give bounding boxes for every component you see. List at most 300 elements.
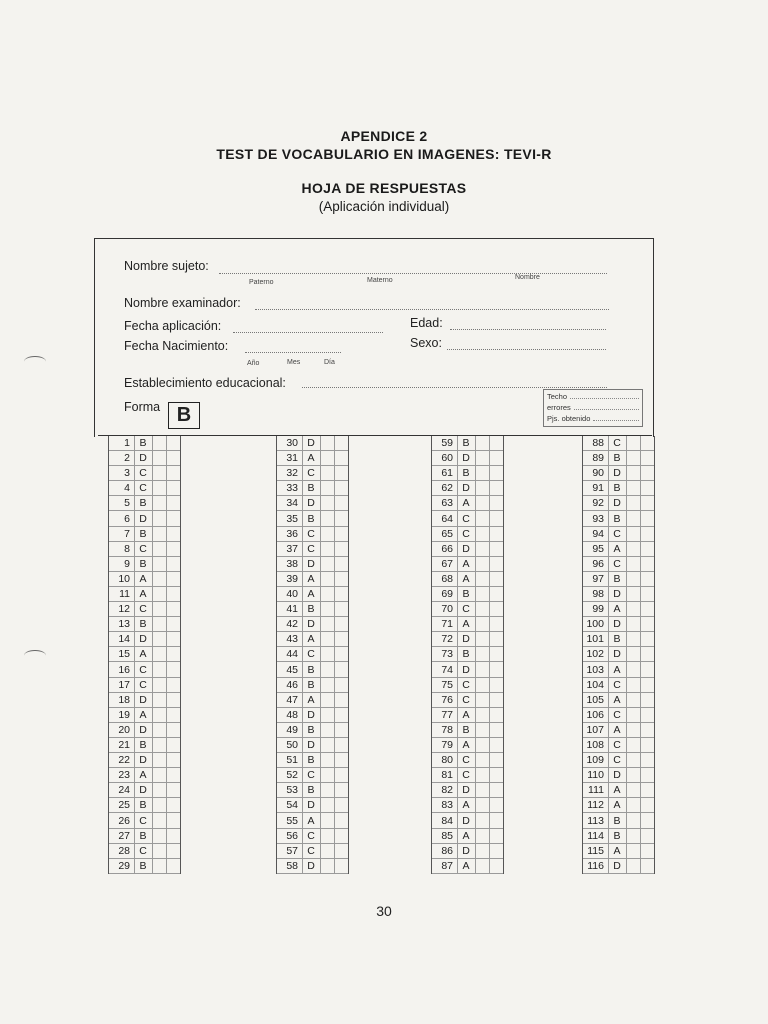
answer-row [582, 466, 654, 481]
subject-name-field[interactable] [219, 273, 607, 274]
item-number: 44 [286, 648, 298, 661]
item-number: 104 [586, 678, 604, 691]
correct-answer: A [613, 663, 621, 676]
correct-answer: D [307, 497, 315, 510]
correct-answer: A [307, 452, 315, 465]
techo-field[interactable] [570, 391, 639, 399]
answer-row [276, 844, 348, 859]
item-number: 21 [118, 739, 130, 751]
correct-answer: D [307, 739, 315, 751]
answer-row [431, 798, 503, 813]
item-number: 87 [441, 859, 453, 872]
answer-row [582, 829, 654, 844]
item-number: 32 [286, 467, 298, 480]
grid-rule [503, 436, 504, 874]
answer-row [582, 527, 654, 542]
correct-answer: C [462, 678, 470, 691]
answer-row [108, 587, 180, 602]
item-number: 47 [286, 693, 298, 706]
correct-answer: D [462, 452, 470, 465]
materno-caption: Materno [367, 277, 393, 284]
answer-row [276, 436, 348, 451]
grid-rule [276, 436, 277, 874]
answer-row [276, 587, 348, 602]
item-number: 42 [286, 618, 298, 631]
ano-caption: Año [247, 360, 260, 367]
item-number: 50 [286, 739, 298, 751]
answer-row [582, 617, 654, 632]
item-number: 35 [286, 512, 298, 525]
correct-answer: D [139, 633, 147, 646]
answer-row [431, 617, 503, 632]
answer-row [108, 572, 180, 587]
correct-answer: D [462, 814, 470, 827]
item-number: 108 [586, 739, 604, 751]
item-number: 26 [118, 814, 130, 827]
item-number: 81 [441, 769, 453, 782]
correct-answer: D [307, 799, 315, 812]
answer-row [108, 844, 180, 859]
answer-row [431, 632, 503, 647]
birth-date-field[interactable] [245, 352, 341, 353]
errores-field[interactable] [574, 402, 639, 410]
item-number: 97 [592, 572, 604, 585]
item-number: 95 [592, 542, 604, 555]
school-field[interactable] [302, 387, 607, 388]
item-number: 106 [586, 708, 604, 721]
item-number: 60 [441, 452, 453, 465]
item-number: 49 [286, 723, 298, 736]
correct-answer: A [613, 799, 621, 812]
correct-answer: A [462, 618, 470, 631]
item-number: 12 [118, 603, 130, 616]
correct-answer: B [139, 527, 147, 540]
answer-row [276, 617, 348, 632]
item-number: 77 [441, 708, 453, 721]
item-number: 83 [441, 799, 453, 812]
answer-row [108, 527, 180, 542]
item-number: 99 [592, 603, 604, 616]
grid-rule [320, 436, 321, 874]
correct-answer: B [613, 633, 621, 646]
answer-row [582, 587, 654, 602]
forma-value-box: B [168, 402, 200, 429]
correct-answer: C [462, 512, 470, 525]
item-number: 2 [124, 452, 130, 465]
correct-answer: A [462, 572, 470, 585]
answer-row [431, 678, 503, 693]
item-number: 92 [592, 497, 604, 510]
grid-rule [134, 436, 135, 874]
item-number: 43 [286, 633, 298, 646]
item-number: 105 [586, 693, 604, 706]
answer-row [276, 829, 348, 844]
answer-row [108, 647, 180, 662]
answer-row [582, 723, 654, 738]
correct-answer: A [613, 693, 621, 706]
item-number: 74 [441, 663, 453, 676]
correct-answer: B [139, 739, 147, 751]
test-title: TEST DE VOCABULARIO EN IMAGENES: TEVI-R [216, 146, 552, 162]
examiner-name-field[interactable] [255, 309, 609, 310]
item-number: 33 [286, 482, 298, 495]
examiner-name-label: Nombre examinador: [124, 296, 241, 310]
correct-answer: B [139, 557, 147, 570]
correct-answer: C [307, 527, 315, 540]
item-number: 90 [592, 467, 604, 480]
item-number: 72 [441, 633, 453, 646]
item-number: 69 [441, 588, 453, 600]
answer-row [582, 798, 654, 813]
answer-row [276, 632, 348, 647]
correct-answer: B [613, 829, 621, 842]
answer-row [431, 572, 503, 587]
answer-row [582, 557, 654, 572]
item-number: 79 [441, 739, 453, 751]
correct-answer: C [139, 663, 147, 676]
correct-answer: A [613, 603, 621, 616]
paterno-caption: Paterno [249, 279, 274, 286]
correct-answer: D [139, 754, 147, 767]
score-summary-box [543, 389, 643, 427]
correct-answer: A [139, 572, 147, 585]
answer-row [431, 693, 503, 708]
answer-row [108, 708, 180, 723]
age-label: Edad: [410, 316, 443, 330]
answer-row [108, 768, 180, 783]
correct-answer: B [307, 663, 315, 676]
answer-row [431, 512, 503, 527]
answer-column [108, 436, 180, 874]
answer-row [431, 814, 503, 829]
correct-answer: D [613, 467, 621, 480]
techo-label: Techo [547, 392, 568, 401]
item-number: 78 [441, 723, 453, 736]
page-number: 30 [376, 903, 392, 919]
answer-row [431, 829, 503, 844]
item-number: 89 [592, 452, 604, 465]
correct-answer: A [462, 557, 470, 570]
answer-row [431, 768, 503, 783]
correct-answer: B [307, 603, 315, 616]
item-number: 71 [441, 618, 453, 631]
answer-column [582, 436, 654, 874]
correct-answer: A [462, 708, 470, 721]
correct-answer: B [307, 784, 315, 797]
correct-answer: B [613, 814, 621, 827]
correct-answer: B [613, 512, 621, 525]
item-number: 52 [286, 769, 298, 782]
item-number: 98 [592, 588, 604, 600]
correct-answer: C [613, 708, 621, 721]
answer-row [582, 663, 654, 678]
correct-answer: C [139, 814, 147, 827]
correct-answer: B [613, 572, 621, 585]
answer-row [582, 496, 654, 511]
answer-row [431, 783, 503, 798]
item-number: 101 [586, 633, 604, 646]
correct-answer: A [139, 588, 147, 600]
item-number: 66 [441, 542, 453, 555]
correct-answer: C [462, 769, 470, 782]
correct-answer: B [462, 648, 470, 661]
correct-answer: C [462, 603, 470, 616]
item-number: 3 [124, 467, 130, 480]
answer-row [276, 466, 348, 481]
correct-answer: B [307, 723, 315, 736]
answer-row [276, 753, 348, 768]
answer-row [276, 663, 348, 678]
answer-row [276, 814, 348, 829]
answer-row [276, 708, 348, 723]
item-number: 41 [286, 603, 298, 616]
correct-answer: A [462, 739, 470, 751]
item-number: 80 [441, 754, 453, 767]
answer-row [276, 647, 348, 662]
correct-answer: D [613, 769, 621, 782]
item-number: 7 [124, 527, 130, 540]
item-number: 91 [592, 482, 604, 495]
grid-rule [626, 436, 627, 874]
correct-answer: A [139, 769, 147, 782]
item-number: 46 [286, 678, 298, 691]
answer-row [582, 693, 654, 708]
item-number: 36 [286, 527, 298, 540]
answer-row [582, 632, 654, 647]
answer-row [582, 753, 654, 768]
correct-answer: A [307, 814, 315, 827]
item-number: 61 [441, 467, 453, 480]
correct-answer: C [462, 527, 470, 540]
puntaje-label: Pjs. obtenido [547, 414, 591, 423]
correct-answer: B [139, 437, 147, 449]
binder-hole-mark [24, 650, 46, 661]
answer-row [431, 466, 503, 481]
item-number: 38 [286, 557, 298, 570]
item-number: 103 [586, 663, 604, 676]
correct-answer: A [139, 708, 147, 721]
item-number: 17 [118, 678, 130, 691]
correct-answer: B [139, 829, 147, 842]
item-number: 55 [286, 814, 298, 827]
answer-row [108, 451, 180, 466]
grid-rule [608, 436, 609, 874]
correct-answer: A [139, 648, 147, 661]
correct-answer: B [462, 588, 470, 600]
answer-row [431, 647, 503, 662]
application-date-field[interactable] [233, 332, 383, 333]
age-field[interactable] [450, 329, 606, 330]
item-number: 86 [441, 844, 453, 857]
item-number: 58 [286, 859, 298, 872]
item-number: 1 [124, 437, 130, 449]
item-number: 84 [441, 814, 453, 827]
item-number: 37 [286, 542, 298, 555]
item-number: 82 [441, 784, 453, 797]
correct-answer: A [307, 588, 315, 600]
item-number: 64 [441, 512, 453, 525]
correct-answer: B [462, 723, 470, 736]
grid-rule [348, 436, 349, 874]
grid-rule [640, 436, 641, 874]
item-number: 115 [587, 844, 604, 857]
application-date-label: Fecha aplicación: [124, 319, 222, 333]
item-number: 110 [587, 769, 604, 782]
school-label: Establecimiento educacional: [124, 376, 286, 390]
correct-answer: C [307, 648, 315, 661]
nombre-caption: Nombre [515, 274, 540, 281]
grid-rule [582, 436, 583, 874]
correct-answer: B [139, 618, 147, 631]
puntaje-field[interactable] [593, 413, 639, 421]
item-number: 14 [118, 633, 130, 646]
item-number: 67 [441, 557, 453, 570]
correct-answer: C [462, 754, 470, 767]
correct-answer: B [139, 497, 147, 510]
correct-answer: B [613, 482, 621, 495]
answer-row [276, 512, 348, 527]
item-number: 20 [118, 723, 130, 736]
correct-answer: C [139, 603, 147, 616]
answer-row [276, 738, 348, 753]
answer-row [582, 572, 654, 587]
item-number: 45 [286, 663, 298, 676]
correct-answer: B [307, 482, 315, 495]
answer-row [582, 859, 654, 874]
answer-row [431, 557, 503, 572]
item-number: 112 [587, 799, 604, 812]
item-number: 59 [441, 437, 453, 449]
answer-row [108, 783, 180, 798]
answer-row [108, 859, 180, 874]
correct-answer: B [613, 452, 621, 465]
item-number: 9 [124, 557, 130, 570]
answer-row [431, 496, 503, 511]
correct-answer: A [462, 859, 470, 872]
answer-row [108, 663, 180, 678]
correct-answer: D [139, 452, 147, 465]
item-number: 85 [441, 829, 453, 842]
correct-answer: C [307, 769, 315, 782]
item-number: 27 [118, 829, 130, 842]
item-number: 54 [286, 799, 298, 812]
answer-row [582, 678, 654, 693]
correct-answer: D [613, 497, 621, 510]
answer-row [108, 481, 180, 496]
answer-row [108, 723, 180, 738]
item-number: 15 [118, 648, 130, 661]
correct-answer: D [613, 859, 621, 872]
correct-answer: D [139, 723, 147, 736]
answer-row [108, 632, 180, 647]
item-number: 5 [124, 497, 130, 510]
correct-answer: C [139, 678, 147, 691]
answer-row [276, 798, 348, 813]
item-number: 13 [118, 618, 130, 631]
item-number: 88 [592, 437, 604, 449]
answer-column [276, 436, 348, 874]
answer-row [582, 738, 654, 753]
item-number: 39 [286, 572, 298, 585]
sex-field[interactable] [447, 349, 606, 350]
correct-answer: C [613, 678, 621, 691]
answer-row [431, 602, 503, 617]
answer-row [431, 723, 503, 738]
item-number: 30 [286, 437, 298, 449]
answer-row [276, 678, 348, 693]
grid-rule [334, 436, 335, 874]
item-number: 16 [118, 663, 130, 676]
correct-answer: D [462, 482, 470, 495]
answer-row [108, 693, 180, 708]
answer-row [582, 647, 654, 662]
answer-row [582, 602, 654, 617]
answer-row [431, 542, 503, 557]
answer-row [582, 451, 654, 466]
correct-answer: D [613, 648, 621, 661]
appendix-title: APENDICE 2 [340, 128, 428, 144]
item-number: 93 [592, 512, 604, 525]
correct-answer: D [462, 542, 470, 555]
correct-answer: D [307, 557, 315, 570]
item-number: 65 [441, 527, 453, 540]
dia-caption: Día [324, 359, 335, 366]
answer-row [582, 512, 654, 527]
mes-caption: Mes [287, 359, 301, 366]
grid-rule [457, 436, 458, 874]
answer-row [276, 602, 348, 617]
answer-row [431, 587, 503, 602]
grid-rule [654, 436, 655, 874]
correct-answer: C [139, 542, 147, 555]
correct-answer: A [462, 497, 470, 510]
sex-label: Sexo: [410, 336, 442, 350]
correct-answer: C [613, 437, 621, 449]
correct-answer: D [307, 859, 315, 872]
item-number: 24 [118, 784, 130, 797]
item-number: 6 [124, 512, 130, 525]
correct-answer: C [307, 829, 315, 842]
item-number: 23 [118, 769, 130, 782]
item-number: 100 [586, 618, 604, 631]
correct-answer: D [613, 588, 621, 600]
correct-answer: B [307, 512, 315, 525]
answer-row [108, 738, 180, 753]
answer-key-grid [98, 435, 652, 874]
item-number: 76 [441, 693, 453, 706]
answer-column [431, 436, 503, 874]
item-number: 75 [441, 678, 453, 691]
item-number: 114 [587, 829, 604, 842]
correct-answer: D [307, 437, 315, 449]
answer-row [431, 481, 503, 496]
correct-answer: B [462, 437, 470, 449]
forma-label: Forma [124, 400, 161, 414]
correct-answer: C [307, 467, 315, 480]
correct-answer: D [462, 633, 470, 646]
answer-row [582, 844, 654, 859]
answer-row [108, 814, 180, 829]
correct-answer: B [307, 754, 315, 767]
binder-hole-mark [24, 356, 46, 367]
item-number: 22 [118, 754, 130, 767]
answer-row [108, 542, 180, 557]
answer-row [276, 557, 348, 572]
answer-row [431, 436, 503, 451]
answer-row [431, 451, 503, 466]
correct-answer: A [307, 633, 315, 646]
answer-row [431, 663, 503, 678]
